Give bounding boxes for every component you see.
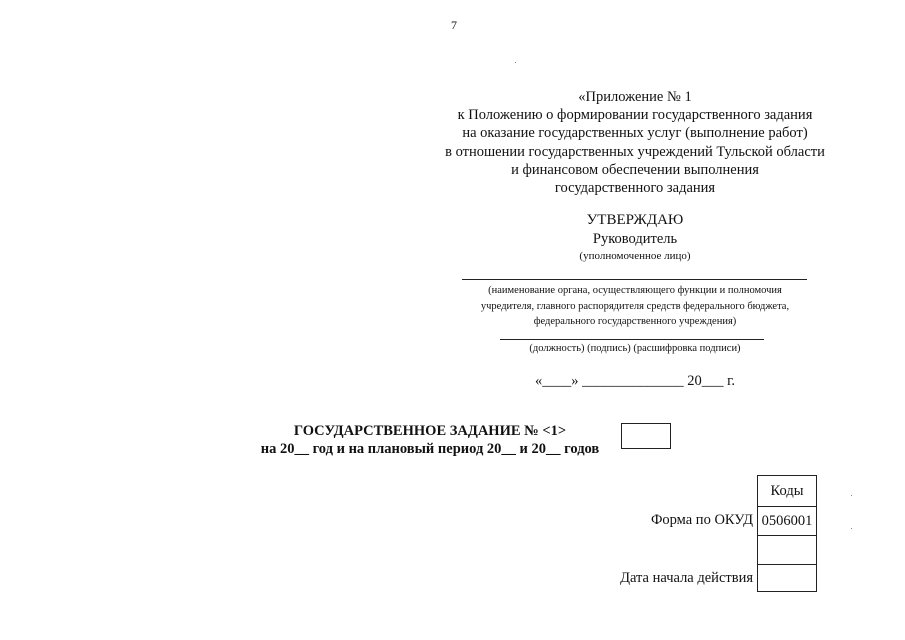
start-date-label: Дата начала действия bbox=[620, 570, 753, 586]
codes-header-cell: Коды bbox=[758, 476, 817, 507]
approval-title: УТВЕРЖДАЮ bbox=[586, 212, 684, 228]
signature-hint: (должность) (подпись) (расшифровка подписи) bbox=[529, 343, 741, 354]
okud-value-cell: 0506001 bbox=[758, 507, 817, 536]
organization-hint-line: (наименование органа, осуществляющего функции и полномочия bbox=[488, 285, 782, 296]
appendix-line: в отношении государственных учреждений Тульской области bbox=[445, 143, 825, 160]
organization-hint-line: федерального государственного учреждения) bbox=[533, 316, 737, 327]
appendix-line: и финансовом обеспечении выполнения bbox=[511, 161, 759, 178]
appendix-line: государственного задания bbox=[554, 180, 716, 197]
empty-code-cell bbox=[758, 536, 817, 565]
start-date-cell bbox=[758, 565, 817, 592]
appendix-line: к Положению о формировании государственного задания bbox=[457, 107, 813, 124]
signature-line bbox=[500, 339, 764, 340]
scan-speck bbox=[851, 528, 852, 529]
appendix-line: на оказание государственных услуг (выполнение работ) bbox=[462, 125, 808, 142]
scan-speck bbox=[851, 495, 852, 496]
okud-label: Форма по ОКУД bbox=[650, 512, 753, 528]
appendix-line: «Приложение № 1 bbox=[578, 89, 692, 105]
appendix-header bbox=[400, 88, 870, 197]
approval-role: Руководитель bbox=[592, 231, 678, 247]
codes-table bbox=[757, 475, 817, 592]
organization-hint bbox=[430, 283, 840, 330]
approval-date-line: «____» ______________ 20___ г. bbox=[534, 373, 736, 389]
scan-speck bbox=[515, 62, 516, 63]
approval-role-hint: (уполномоченное лицо) bbox=[579, 250, 691, 262]
document-title: ГОСУДАРСТВЕННОЕ ЗАДАНИЕ № <1> bbox=[293, 423, 567, 439]
document-period: на 20__ год и на плановый период 20__ и 20__ годов bbox=[260, 441, 600, 457]
organization-hint-line: учредителя, главного распорядителя средств федерального бюджета, bbox=[480, 300, 790, 312]
organization-name-line bbox=[462, 279, 807, 280]
page-number: 7 bbox=[451, 18, 457, 32]
